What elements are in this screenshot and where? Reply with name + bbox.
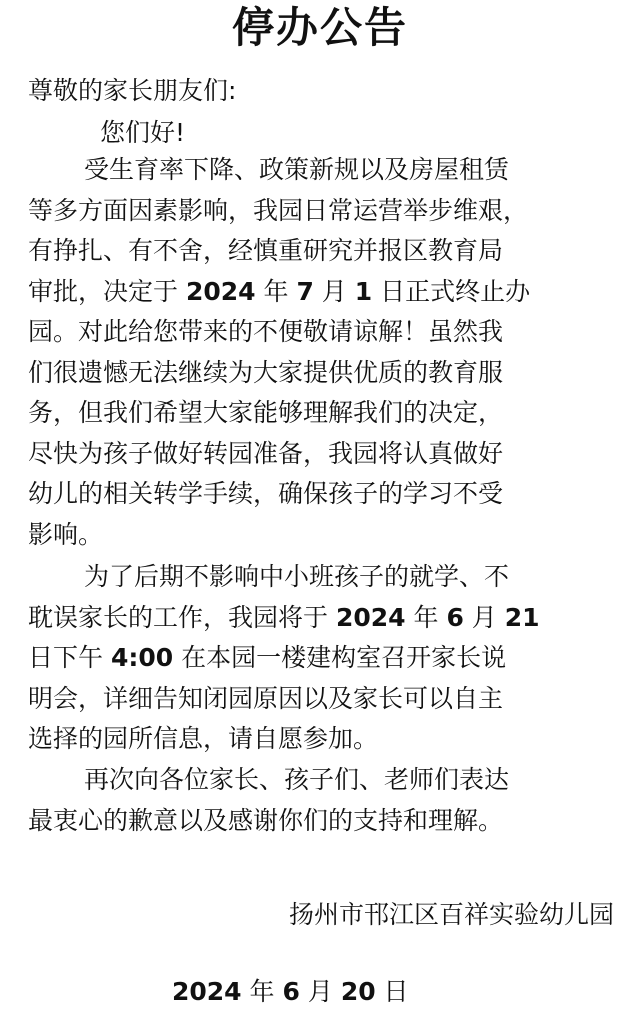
meeting-day: 21 [504, 602, 540, 632]
paragraph-thanks [28, 760, 618, 841]
paragraph-parent-meeting [28, 557, 618, 760]
paragraph-line: 明会，详细告知闭园原因以及家长可以自主 [28, 683, 504, 713]
paragraph-line: 幼儿的相关转学手续，确保孩子的学习不受 [28, 479, 504, 508]
paragraph-line: 们很遗憾无法继续为大家提供优质的教育服 [28, 357, 504, 387]
text-segment: 日下午 [28, 643, 111, 672]
closure-year: 2024 [185, 276, 256, 306]
paragraph-closure-announcement [28, 150, 618, 555]
text-segment: 月 [463, 602, 505, 632]
notice-title: 停办公告 [231, 3, 408, 52]
paragraph-line: 务，但我们希望大家能够理解我们的决定， [28, 398, 504, 427]
paragraph-line: 为了后期不影响中小班孩子的就学、不 [84, 562, 510, 591]
text-segment: 年 [405, 602, 447, 632]
meeting-year: 2024 [335, 602, 406, 632]
meeting-time: 4:00 [110, 643, 174, 672]
paragraph-line [28, 638, 618, 679]
salutation: 尊敬的家长朋友们: [28, 76, 237, 105]
paragraph-line: 尽快为孩子做好转园准备，我园将认真做好 [28, 438, 504, 468]
paragraph-line [28, 598, 618, 639]
signature: 扬州市邗江区百祥实验幼儿园 [288, 900, 614, 929]
text-segment: 年 [255, 276, 297, 306]
text-segment: 日正式终止办 [372, 276, 531, 306]
closure-month: 7 [296, 276, 314, 306]
date-month: 6 [282, 977, 300, 1006]
greeting: 您们好! [100, 118, 186, 147]
paragraph-line: 园。对此给您带来的不便敬请谅解！虽然我 [28, 317, 504, 346]
paragraph-line: 有挣扎、有不舍，经慎重研究并报区教育局 [28, 236, 504, 265]
text-segment: 审批，决定于 [28, 276, 186, 306]
paragraph-line: 最衷心的歉意以及感谢你们的支持和理解。 [28, 805, 504, 835]
text-segment: 耽误家长的工作，我园将于 [28, 602, 336, 632]
date-day: 20 [340, 977, 376, 1006]
text-segment: 月 [313, 276, 355, 306]
date-year: 2024 [172, 977, 242, 1006]
paragraph-line: 受生育率下降、政策新规以及房屋租赁 [84, 155, 510, 184]
text-segment: 在本园一楼建构室召开家长说 [173, 643, 507, 672]
meeting-month: 6 [446, 602, 464, 632]
paragraph-line: 等多方面因素影响，我园日常运营举步维艰， [28, 195, 529, 225]
closure-day: 1 [354, 276, 373, 306]
paragraph-line [28, 272, 618, 313]
date-day-unit: 日 [375, 977, 409, 1006]
paragraph-line: 再次向各位家长、孩子们、老师们表达 [84, 765, 510, 794]
paragraph-line: 选择的园所信息，请自愿参加。 [28, 724, 379, 753]
notice-date [172, 975, 409, 1009]
date-year-unit: 年 [241, 977, 283, 1006]
date-month-unit: 月 [299, 977, 341, 1006]
paragraph-line: 影响。 [28, 519, 104, 549]
